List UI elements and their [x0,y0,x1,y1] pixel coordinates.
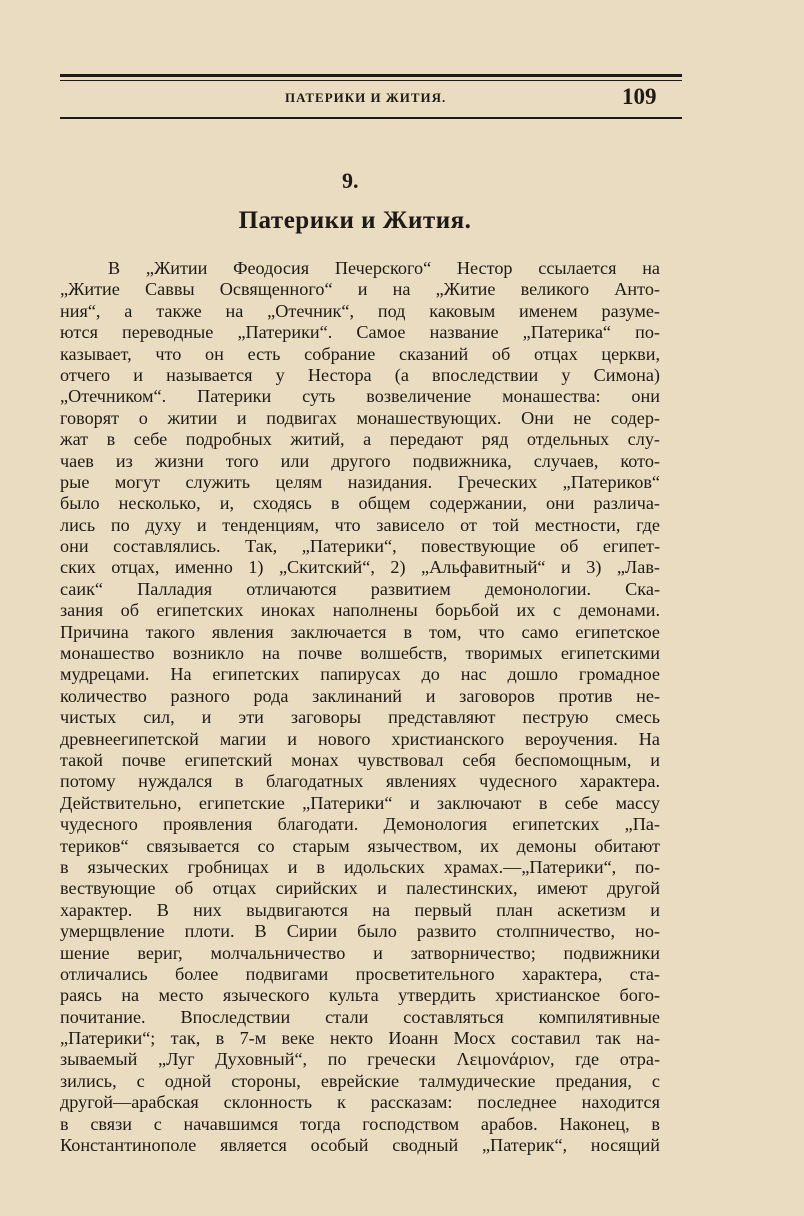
text-line: рые могут служить целям назидания. Греческих „Патериков“ [60,471,660,492]
text-line: отчего и называется у Нестора (а впоследствии у Симона) [60,364,660,385]
text-line: чистых сил, и эти заговоры представляют пеструю смесь [60,707,660,728]
text-line: в связи с начавшимся тогда господством арабов. Наконец, в [60,1113,660,1134]
text-line: ются переводные „Патерики“. Самое название „Патерика“ по- [60,322,660,343]
text-line: „Патерики“; так, в 7-м веке некто Иоанн Мосх составил так на- [60,1028,660,1049]
text-line: зываемый „Луг Духовный“, по гречески Λειμονάριον, где отра- [60,1049,660,1070]
text-line: ния“, а также на „Отечник“, под каковым именем разуме- [60,300,660,321]
text-line: саик“ Палладия отличаются развитием демонологии. Ска- [60,578,660,599]
text-line: чаев из жизни того или другого подвижника, случаев, кото- [60,450,660,471]
running-head: ПАТЕРИКИ И ЖИТИЯ. [285,90,447,105]
text-line: древнеегипетской магии и нового христианского вероучения. На [60,728,660,749]
text-line: „Отечником“. Патерики суть возвеличение монашества: они [60,386,660,407]
text-line: зились, с одной стороны, еврейские талмудические предания, с [60,1070,660,1091]
text-line: монашество возникло на почве волшебств, творимых египетскими [60,643,660,664]
body-text [60,258,660,1156]
chapter-title: Патерики и Жития. [238,207,472,234]
text-line: другой—арабская склонность к рассказам: последнее находится [60,1092,660,1113]
text-line: говорят о житии и подвигах монашествующих. Они не содер- [60,407,660,428]
text-line: Причина такого явления заключается в том, что само египетское [60,621,660,642]
text-line: казывает, что он есть собрание сказаний об отцах церкви, [60,343,660,364]
text-line: шение вериг, молчальничество и затворничество; подвижники [60,942,660,963]
text-line: В „Житии Феодосия Печерского“ Нестор ссылается на [108,258,660,278]
text-line: териков“ связывается со старым язычеством, их демоны обитают [60,835,660,856]
text-line: умерщвление плоти. В Сирии было развито столпничество, но- [60,921,660,942]
top-rule-thin [60,80,682,81]
text-line: ских отцах, именно 1) „Скитский“, 2) „Альфавитный“ и 3) „Лав- [60,557,660,578]
text-line: Константинополе является особый сводный „Патерик“, носящий [60,1135,660,1156]
text-line: такой почве египетский монах чувствовал себя беспомощным, и [60,749,660,770]
text-line: характер. В них выдвигаются на первый план аскетизм и [60,899,660,920]
text-line: жат в себе подробных житий, а передают ряд отдельных слу- [60,429,660,450]
text-line: вествующие об отцах сирийских и палестинских, имеют другой [60,878,660,899]
text-line: потому нуждался в благодатных явлениях чудесного характера. [60,771,660,792]
text-line: „Житие Саввы Освященного“ и на „Житие великого Анто- [60,279,660,300]
section-number: 9. [342,168,359,193]
text-line: Действительно, египетские „Патерики“ и заключают в себе массу [60,792,660,813]
text-line: в языческих гробницах и в идольских храмах.—„Патерики“, по- [60,856,660,877]
text-line: отличались более подвигами просветительного характера, ста- [60,963,660,984]
top-rule [60,74,682,77]
text-line: зания об египетских иноках наполнены борьбой их с демонами. [60,600,660,621]
text-line: они составлялись. Так, „Патерики“, повествующие об египет- [60,536,660,557]
text-line: чудесного проявления благодати. Демонология египетских „Па- [60,814,660,835]
text-line: было несколько, и, сходясь в общем содержании, они различа- [60,493,660,514]
text-line: раясь на место языческого культа утвердить христианское бого- [60,985,660,1006]
header-rule [60,117,682,119]
page-number: 109 [622,84,657,109]
text-line: почитание. Впоследствии стали составляться компилятивные [60,1006,660,1027]
text-line: лись по духу и тенденциям, что зависело от той местности, где [60,514,660,535]
text-line: количество разного рода заклинаний и заговоров против не- [60,685,660,706]
text-line: мудрецами. На египетских папирусах до нас дошло громадное [60,664,660,685]
